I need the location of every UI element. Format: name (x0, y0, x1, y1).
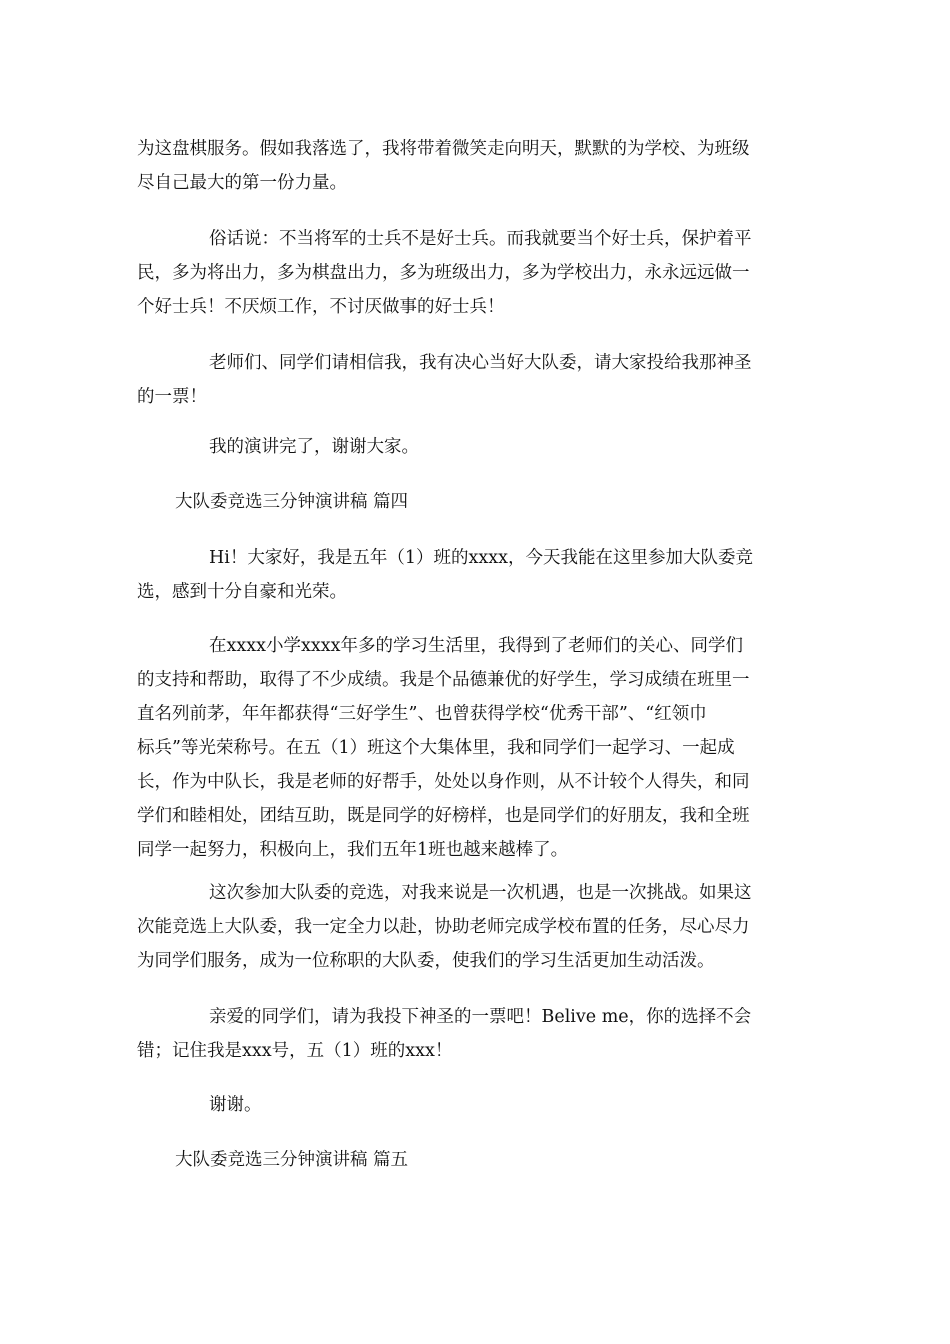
text-line: 同学一起努力，积极向上，我们五年1班也越来越棒了。 (137, 840, 569, 860)
text-line: 个好士兵！不厌烦工作，不讨厌做事的好士兵！ (137, 297, 505, 317)
text-line: 这次参加大队委的竞选，对我来说是一次机遇，也是一次挑战。如果这 (209, 883, 752, 903)
text-line: 标兵”等光荣称号。在五（1）班这个大集体里，我和同学们一起学习、一起成 (137, 738, 735, 758)
paragraph-vote-request (137, 1000, 813, 1068)
paragraph-closing-continued (137, 132, 813, 200)
section-heading-part4: 大队委竞选三分钟演讲稿 篇四 (175, 492, 409, 512)
paragraph-greeting (137, 541, 813, 609)
text-line: 长，作为中队长，我是老师的好帮手，处处以身作则，从不计较个人得失，和同 (137, 772, 750, 792)
text-line: 为同学们服务，成为一位称职的大队委，使我们的学习生活更加生动活泼。 (137, 951, 715, 971)
text-line: 在xxxx小学xxxx年多的学习生活里，我得到了老师们的关心、同学们 (209, 636, 743, 656)
text-line: 俗话说：不当将军的士兵不是好士兵。而我就要当个好士兵，保护着平 (209, 229, 752, 249)
text-line: 我的演讲完了，谢谢大家。 (209, 437, 419, 457)
paragraph-proverb (137, 222, 813, 324)
text-line: 尽自己最大的第一份力量。 (137, 173, 347, 193)
paragraph-achievements (137, 629, 813, 867)
text-line: 民，多为将出力，多为棋盘出力，多为班级出力，多为学校出力，永永远远做一 (137, 263, 750, 283)
paragraph-opportunity (137, 876, 813, 978)
text-line: 的一票！ (137, 387, 207, 407)
text-line: 学们和睦相处，团结互助，既是同学的好榜样，也是同学们的好朋友，我和全班 (137, 806, 750, 826)
paragraph-thanks-1 (137, 430, 813, 464)
text-line: Hi！大家好，我是五年（1）班的xxxx，今天我能在这里参加大队委竞 (209, 548, 753, 568)
paragraph-appeal (137, 346, 813, 414)
text-line: 老师们、同学们请相信我，我有决心当好大队委，请大家投给我那神圣 (209, 353, 752, 373)
text-line: 为这盘棋服务。假如我落选了，我将带着微笑走向明天，默默的为学校、为班级 (137, 139, 750, 159)
text-line: 次能竞选上大队委，我一定全力以赴，协助老师完成学校布置的任务，尽心尽力 (137, 917, 750, 937)
section-heading-part5: 大队委竞选三分钟演讲稿 篇五 (175, 1150, 409, 1170)
text-line: 选，感到十分自豪和光荣。 (137, 582, 347, 602)
text-line: 亲爱的同学们，请为我投下神圣的一票吧！Belive me，你的选择不会 (209, 1007, 752, 1027)
text-line: 的支持和帮助，取得了不少成绩。我是个品德兼优的好学生，学习成绩在班里一 (137, 670, 750, 690)
paragraph-thanks-2 (137, 1088, 813, 1122)
text-line: 错；记住我是xxx号，五（1）班的xxx！ (137, 1041, 453, 1061)
text-line: 谢谢。 (209, 1095, 262, 1115)
text-line: 直名列前茅，年年都获得“三好学生”、也曾获得学校“优秀干部”、“红领巾 (137, 704, 707, 724)
